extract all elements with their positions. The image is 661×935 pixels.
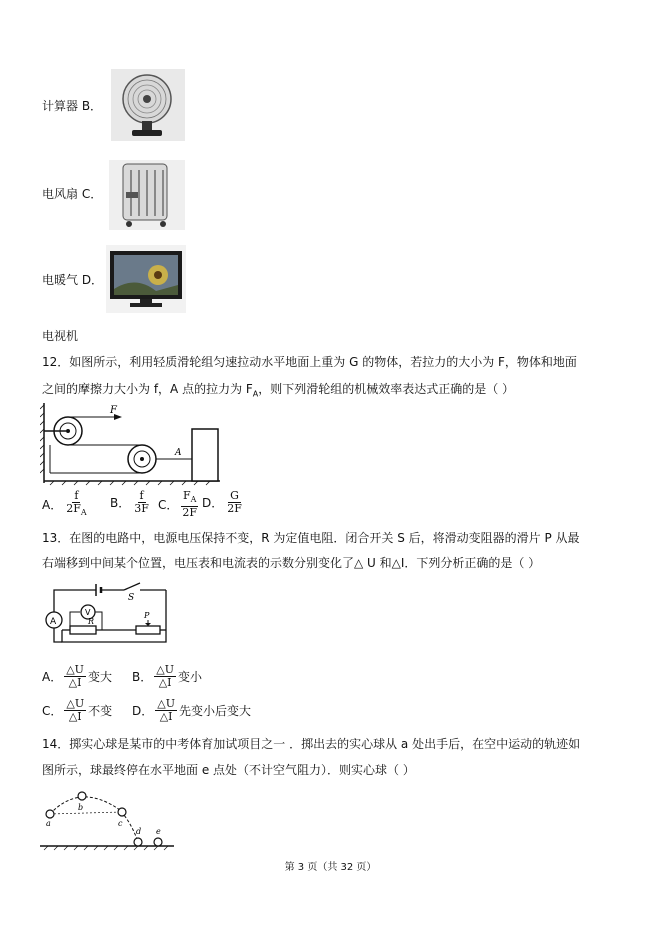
q13-option-a-text: 变大	[87, 670, 112, 684]
fraction-denominator: 3F	[134, 502, 149, 515]
q13-option-b-fraction	[154, 664, 176, 689]
q14-stem-line2: 图所示，球最终停在水平地面 e 点处（不计空气阻力）．则实心球（ ）	[42, 763, 415, 777]
pulley-label-f: F	[110, 405, 117, 416]
q13-option-c-letter: C．	[42, 704, 63, 718]
point-a-label: a	[46, 819, 51, 828]
q14-stem-line1: 14．掷实心球是某市的中考体育加试项目之一 ．掷出去的实心球从 a 处出手后，在空中运动的轨迹如	[42, 737, 581, 751]
television-image	[106, 245, 186, 313]
q11-option-b-label: 计算器 B．	[42, 99, 103, 113]
q12-option-c-letter: C．	[158, 498, 179, 513]
q13-option-a-fraction	[64, 664, 86, 689]
fraction-denominator-sub: A	[80, 508, 87, 518]
resistor-label: R	[88, 617, 95, 626]
q13-option-a-letter: A．	[42, 670, 63, 684]
page-footer: 第 3 页（共 32 页）	[284, 862, 377, 873]
desk-fan-image	[111, 69, 185, 141]
q13-option-b-letter: B．	[132, 670, 153, 684]
q13-option-b-text: 变小	[177, 670, 202, 684]
q12-option-d-letter: D．	[202, 496, 224, 510]
fraction-denominator: △I	[159, 710, 173, 723]
q13-option-a[interactable]	[42, 664, 112, 689]
fraction-numerator: △U	[156, 663, 174, 676]
q11-option-d-label: 电暖气 D．	[42, 273, 104, 287]
fraction-denominator: 2F	[66, 502, 81, 515]
projectile-diagram	[40, 786, 174, 852]
fraction-numerator: △U	[66, 663, 84, 676]
q13-option-c[interactable]	[42, 698, 112, 723]
fraction-denominator: △I	[68, 676, 82, 689]
fraction-numerator-sub: A	[190, 495, 197, 505]
q12-option-d[interactable]	[202, 490, 246, 515]
q12-stem-text: 之间的摩擦力大小为 f，A 点的拉力为 F	[42, 382, 253, 396]
fraction-denominator: △I	[68, 710, 82, 723]
q13-option-d-fraction	[155, 698, 177, 723]
q13-option-c-text: 不变	[88, 704, 113, 718]
switch-label: S	[128, 593, 135, 603]
fraction-denominator: 2F	[182, 506, 198, 520]
q13-option-b[interactable]	[132, 664, 202, 689]
q12-option-c[interactable]	[158, 490, 201, 519]
ammeter-label: A	[50, 617, 57, 627]
q12-stem-line1: 12．如图所示，利用轻质滑轮组匀速拉动水平地面上重为 G 的物体，若拉力的大小为 F，物体和地面	[42, 355, 577, 369]
point-d-label: d	[136, 827, 142, 836]
q12-option-b-letter: B．	[110, 496, 131, 510]
point-c-label: c	[118, 819, 123, 828]
fraction-numerator: f	[74, 489, 79, 502]
fraction-numerator: F	[183, 489, 191, 502]
q12-option-a[interactable]	[42, 490, 91, 519]
fraction-numerator: G	[230, 489, 239, 502]
q13-option-d[interactable]	[132, 698, 251, 723]
slider-label: P	[144, 611, 150, 620]
q11-tail-text: 电视机	[42, 329, 79, 343]
q13-option-d-letter: D．	[132, 704, 154, 718]
q11-option-c-label: 电风扇 C．	[42, 187, 103, 201]
q12-option-c-fraction	[180, 490, 199, 519]
point-e-label: e	[156, 827, 161, 836]
voltmeter-label: V	[85, 608, 91, 617]
q12-stem-line2	[42, 381, 514, 402]
oil-heater-image	[109, 160, 185, 230]
q13-option-c-fraction	[64, 698, 86, 723]
point-b-label: b	[78, 803, 84, 812]
fraction-numerator: △U	[66, 697, 85, 710]
q12-option-d-fraction	[225, 490, 244, 515]
q12-option-a-letter: A．	[42, 498, 63, 513]
q12-stem-sub: A	[252, 389, 259, 399]
q13-stem-line1: 13．在图的电路中，电源电压保持不变，R 为定值电阻．闭合开关 S 后，将滑动变阻器的滑片 P 从最	[42, 531, 580, 545]
fraction-denominator: △I	[158, 676, 172, 689]
q12-option-b-fraction	[132, 490, 151, 515]
q12-option-a-fraction	[64, 490, 88, 519]
pulley-label-a: A	[175, 448, 182, 458]
q12-option-b[interactable]	[110, 490, 153, 515]
q13-stem-line2: 右端移到中间某个位置，电压表和电流表的示数分别变化了△ U 和△I．下列分析正确的是（ ）	[42, 556, 541, 570]
fraction-numerator: △U	[157, 697, 175, 710]
pulley-diagram	[40, 403, 224, 489]
fraction-denominator: 2F	[227, 502, 242, 515]
q12-stem-end: ，则下列滑轮组的机械效率表达式正确的是（ ）	[258, 382, 515, 396]
circuit-diagram	[40, 580, 176, 652]
fraction-numerator: f	[139, 489, 144, 502]
q13-option-d-text: 先变小后变大	[178, 704, 251, 718]
